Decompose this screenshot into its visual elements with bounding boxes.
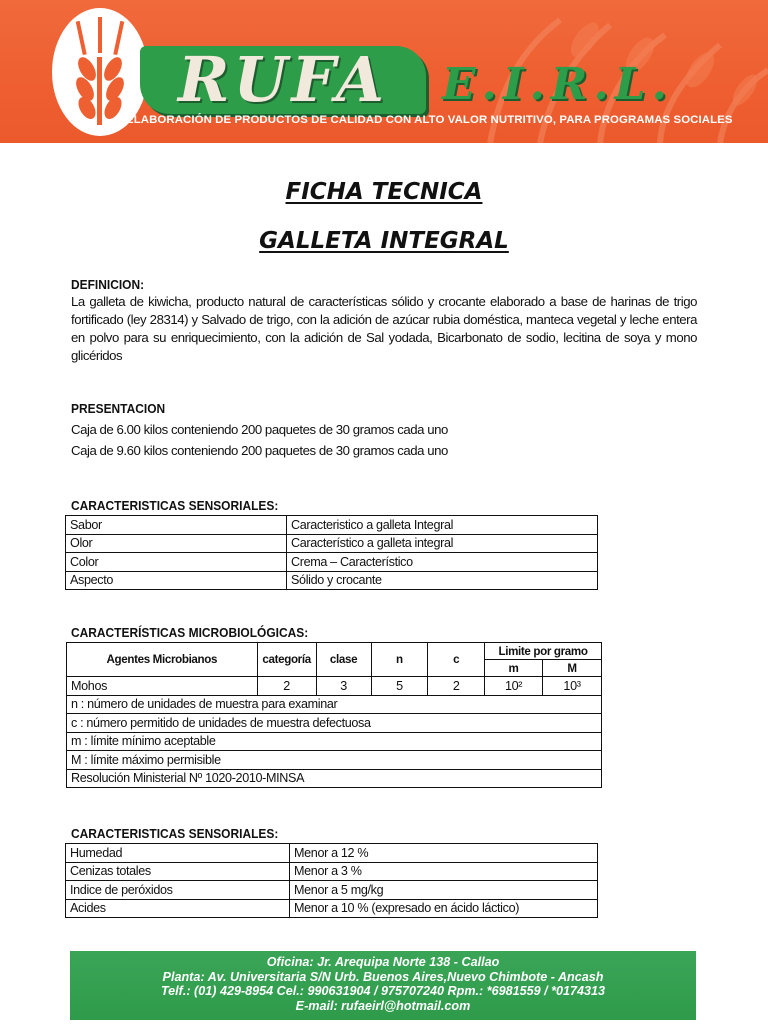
definition-heading: DEFINICION:: [71, 277, 145, 292]
col-header-c: c: [428, 643, 485, 677]
col-header-class: clase: [316, 643, 371, 677]
table-note-row: [67, 714, 602, 733]
footer-email: E-mail: rufaeirl@hotmail.com: [295, 998, 471, 1013]
table-note: m : límite mínimo aceptable: [67, 732, 602, 751]
sensory-attribute: Aspecto: [66, 571, 287, 590]
table-row: [66, 553, 598, 572]
footer-office: Oficina: Jr. Arequipa Norte 138 - Callao: [266, 955, 500, 969]
definition-text: La galleta de kiwicha, producto natural de características sólido y crocante elaborado a base de harinas de trigo fortificado (ley 28314) y Salvado de trigo, con la adición de azúcar rubia doméstica, manteca vegetal y leche entera en polvo para su enriquecimiento, con la adición de Sal yodada, Bicarbonato de sodio, lecitina de soya y mono glicéridos: [71, 294, 697, 363]
property-value: Menor a 3 %: [290, 862, 598, 881]
col-header-n: n: [371, 643, 428, 677]
table-note-row: [67, 732, 602, 751]
agent-name: Mohos: [67, 677, 258, 696]
n-value: 5: [371, 677, 428, 696]
sensory-value: Caracteristico a galleta Integral: [287, 516, 598, 535]
physicochemical-heading: CARACTERISTICAS SENSORIALES:: [71, 826, 279, 841]
footer-phones: Telf.: (01) 429-8954 Cel.: 990631904 / 975707240 Rpm.: *6981559 / *0174313: [160, 984, 606, 999]
property-name: Indice de peróxidos: [66, 881, 290, 900]
col-header-m-high: M: [543, 660, 602, 677]
property-value: Menor a 5 mg/kg: [290, 881, 598, 900]
category-value: 2: [257, 677, 316, 696]
presentation-line: Caja de 6.00 kilos conteniendo 200 paquetes de 30 gramos cada uno: [71, 422, 448, 437]
microbiological-table: [66, 642, 602, 788]
sensory-table: [65, 515, 598, 590]
property-value: Menor a 12 %: [290, 844, 598, 863]
table-note: M : límite máximo permisible: [67, 751, 602, 770]
brand-suffix: E.I.R.L.: [442, 59, 673, 110]
class-value: 3: [316, 677, 371, 696]
col-header-agents: Agentes Microbianos: [67, 643, 258, 677]
header-banner: [0, 0, 768, 143]
table-note-row: [67, 751, 602, 770]
table-row: [66, 899, 598, 918]
document-title: FICHA TECNICA: [285, 179, 483, 205]
brand-tagline: ELABORACIÓN DE PRODUCTOS DE CALIDAD CON ALTO VALOR NUTRITIVO, PARA PROGRAMAS SOCIALES: [126, 114, 733, 126]
sensory-value: Característico a galleta integral: [287, 534, 598, 553]
presentation-line: Caja de 9.60 kilos conteniendo 200 paquetes de 30 gramos cada uno: [71, 443, 448, 458]
table-note-row: [67, 695, 602, 714]
m-low-value: 10²: [485, 677, 543, 696]
sensory-value: Sólido y crocante: [287, 571, 598, 590]
brand-name: RUFA: [140, 46, 426, 114]
table-note-row: [67, 769, 602, 788]
sensory-attribute: Color: [66, 553, 287, 572]
table-row: [67, 677, 602, 696]
property-value: Menor a 10 % (expresado en ácido láctico): [290, 899, 598, 918]
table-row: [66, 844, 598, 863]
table-row: [66, 516, 598, 535]
col-header-m-low: m: [485, 660, 543, 677]
table-row: [66, 534, 598, 553]
table-row: [66, 862, 598, 881]
table-header-row: [67, 643, 602, 660]
product-title: GALLETA INTEGRAL: [259, 228, 509, 254]
table-row: [66, 571, 598, 590]
footer-plant: Planta: Av. Universitaria S/N Urb. Buenos Aires,Nuevo Chimbote - Ancash: [162, 969, 604, 984]
table-note: n : número de unidades de muestra para examinar: [67, 695, 602, 714]
col-header-limit: Limite por gramo: [485, 643, 602, 660]
presentation-heading: PRESENTACION: [71, 401, 166, 416]
c-value: 2: [428, 677, 485, 696]
property-name: Humedad: [66, 844, 290, 863]
footer-contact-box: [70, 951, 696, 1020]
m-high-value: 10³: [543, 677, 602, 696]
property-name: Acides: [66, 899, 290, 918]
table-note: c : número permitido de unidades de muestra defectuosa: [67, 714, 602, 733]
property-name: Cenizas totales: [66, 862, 290, 881]
col-header-category: categoría: [257, 643, 316, 677]
sensory-attribute: Sabor: [66, 516, 287, 535]
sensory-value: Crema – Característico: [287, 553, 598, 572]
table-note: Resolución Ministerial Nº 1020-2010-MINSA: [67, 769, 602, 788]
wheat-icon: [65, 17, 135, 127]
sensory-heading: CARACTERISTICAS SENSORIALES:: [71, 498, 279, 513]
physicochemical-table: [65, 843, 598, 918]
sensory-attribute: Olor: [66, 534, 287, 553]
microbiological-heading: CARACTERÍSTICAS MICROBIOLÓGICAS:: [71, 625, 309, 640]
table-row: [66, 881, 598, 900]
